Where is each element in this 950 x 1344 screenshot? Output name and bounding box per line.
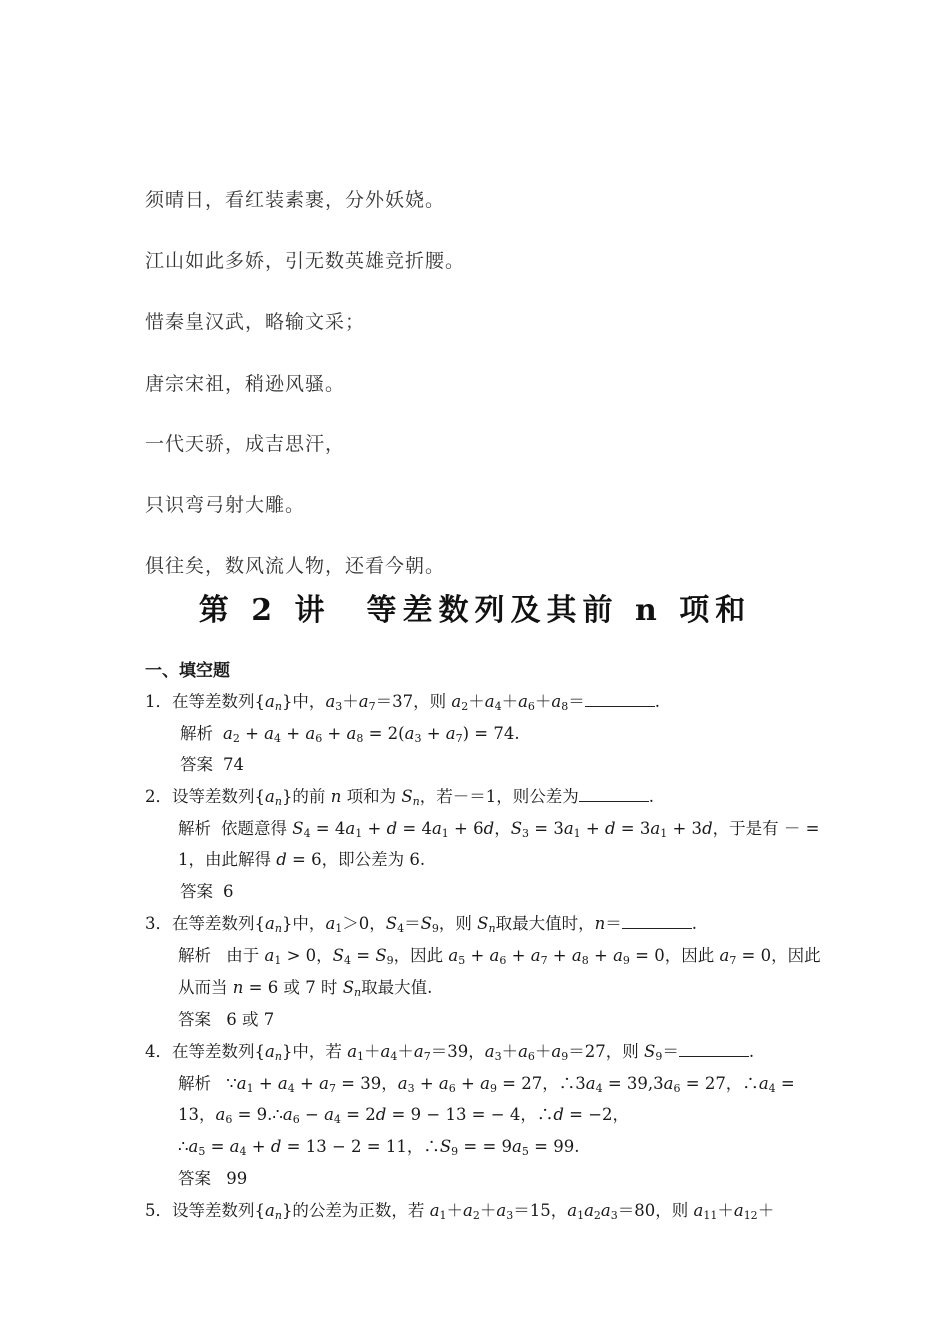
question-number: 2． (145, 787, 172, 806)
poem-line: 唐宗宋祖，稍逊风骚。 (145, 373, 346, 395)
question-1: 1．在等差数列$\{a_n\}$中，$a_3+a_7=37$，则 $a_2+a_4+a_6+a_8=$ . (145, 692, 660, 713)
poem-line: 惜秦皇汉武，略输文采； (145, 311, 366, 333)
question-number: 4． (145, 1042, 172, 1061)
answer-blank (622, 914, 692, 929)
analysis-2: 解析 依题意得 $S_4 = 4a_1 + d = 4a_1 + 6d$，$S_3 = 3a_1 + d = 3a_1 + 3d$，于是有 － = (178, 819, 820, 840)
question-3: 3．在等差数列$\{a_n\}$中，$a_1>0$，$S_4=S_9$，则 $S_n$取最大值时，n＝ . (145, 914, 697, 935)
analysis-label: 解析 (178, 1074, 211, 1093)
answer-value: 99 (226, 1169, 248, 1188)
answer-4 (178, 1165, 247, 1189)
answer-label: 答案 (178, 1169, 211, 1188)
question-2: 2．设等差数列$\{a_n\}$的前 n 项和为 $S_n$，若－＝1，则公差为 . (145, 787, 654, 808)
answer-label: 答案 (180, 882, 213, 901)
answer-label: 答案 (180, 755, 213, 774)
poem-line: 一代天骄，成吉思汗， (145, 433, 346, 455)
analysis-4-cont: 13，$a_6$ = $9.\therefore a_6 - a_4 = 2d = 9 - 13$ = − 4，∴d = −2， (178, 1105, 630, 1126)
analysis-1: 解析 $a_2 + a_4 + a_6 + a_8 = 2(a_3 + a_7) = 74$. (180, 724, 520, 745)
page-title: 第 2 讲 等差数列及其前 n 项和 (198, 593, 752, 628)
question-number: 5． (145, 1201, 172, 1220)
answer-label: 答案 (178, 1010, 211, 1029)
analysis-2-cont: 1，由此解得 d = 6，即公差为 6. (178, 850, 426, 869)
answer-1 (180, 751, 244, 775)
analysis-label: 解析 (180, 724, 213, 743)
analysis-4-cont: $\therefore a_5 = a_4 + d = 13 - 2 = 11$，$\therefore S_9$ = = $9a_5 = 99$. (178, 1137, 580, 1158)
analysis-label: 解析 (178, 946, 211, 965)
poem-line: 只识弯弓射大雕。 (145, 494, 306, 516)
section-heading: 一、填空题 (145, 661, 230, 681)
question-number: 3． (145, 914, 172, 933)
analysis-label: 解析 (178, 819, 211, 838)
question-number: 1． (145, 692, 172, 711)
answer-blank (585, 692, 655, 707)
analysis-4: 解析 $\because a_1 + a_4 + a_7 = 39$，$a_3 + a_6 + a_9 = 27$，$\therefore 3a_4 = 39,3a_6 = 27$，$\therefore a_4$ = (178, 1074, 795, 1095)
answer-2 (180, 878, 234, 902)
question-4: 4．在等差数列$\{a_n\}$中，若 $a_1+a_4+a_7=39$，$a_3+a_6+a_9=27$，则 $S_9=$ . (145, 1042, 755, 1063)
answer-value: 6 (223, 882, 234, 901)
poem-line: 须晴日，看红装素裹，分外妖娆。 (145, 189, 446, 211)
question-5: 5．设等差数列$\{a_n\}$的公差为正数，若 $a_1+a_2+a_3=15$，$a_1a_2a_3=80$，则 $a_{11}+a_{12}+$ (145, 1201, 775, 1222)
answer-blank (679, 1042, 749, 1057)
poem-line: 江山如此多娇，引无数英雄竞折腰。 (145, 250, 466, 272)
analysis-3-cont: 从而当 n = 6 或 7 时 $S_n$取最大值. (178, 978, 433, 999)
poem-line: 俱往矣，数风流人物，还看今朝。 (145, 555, 446, 577)
answer-value: 6 或 7 (226, 1010, 275, 1029)
answer-value: 74 (223, 755, 244, 774)
analysis-3: 解析 由于 $a_1 > 0$，$S_4 = S_9$，因此 $a_5 + a_6 + a_7 + a_8 + a_9 = 0$，因此 $a_7 = 0$，因此 (178, 946, 821, 967)
answer-blank (579, 787, 649, 802)
answer-3 (178, 1006, 274, 1030)
